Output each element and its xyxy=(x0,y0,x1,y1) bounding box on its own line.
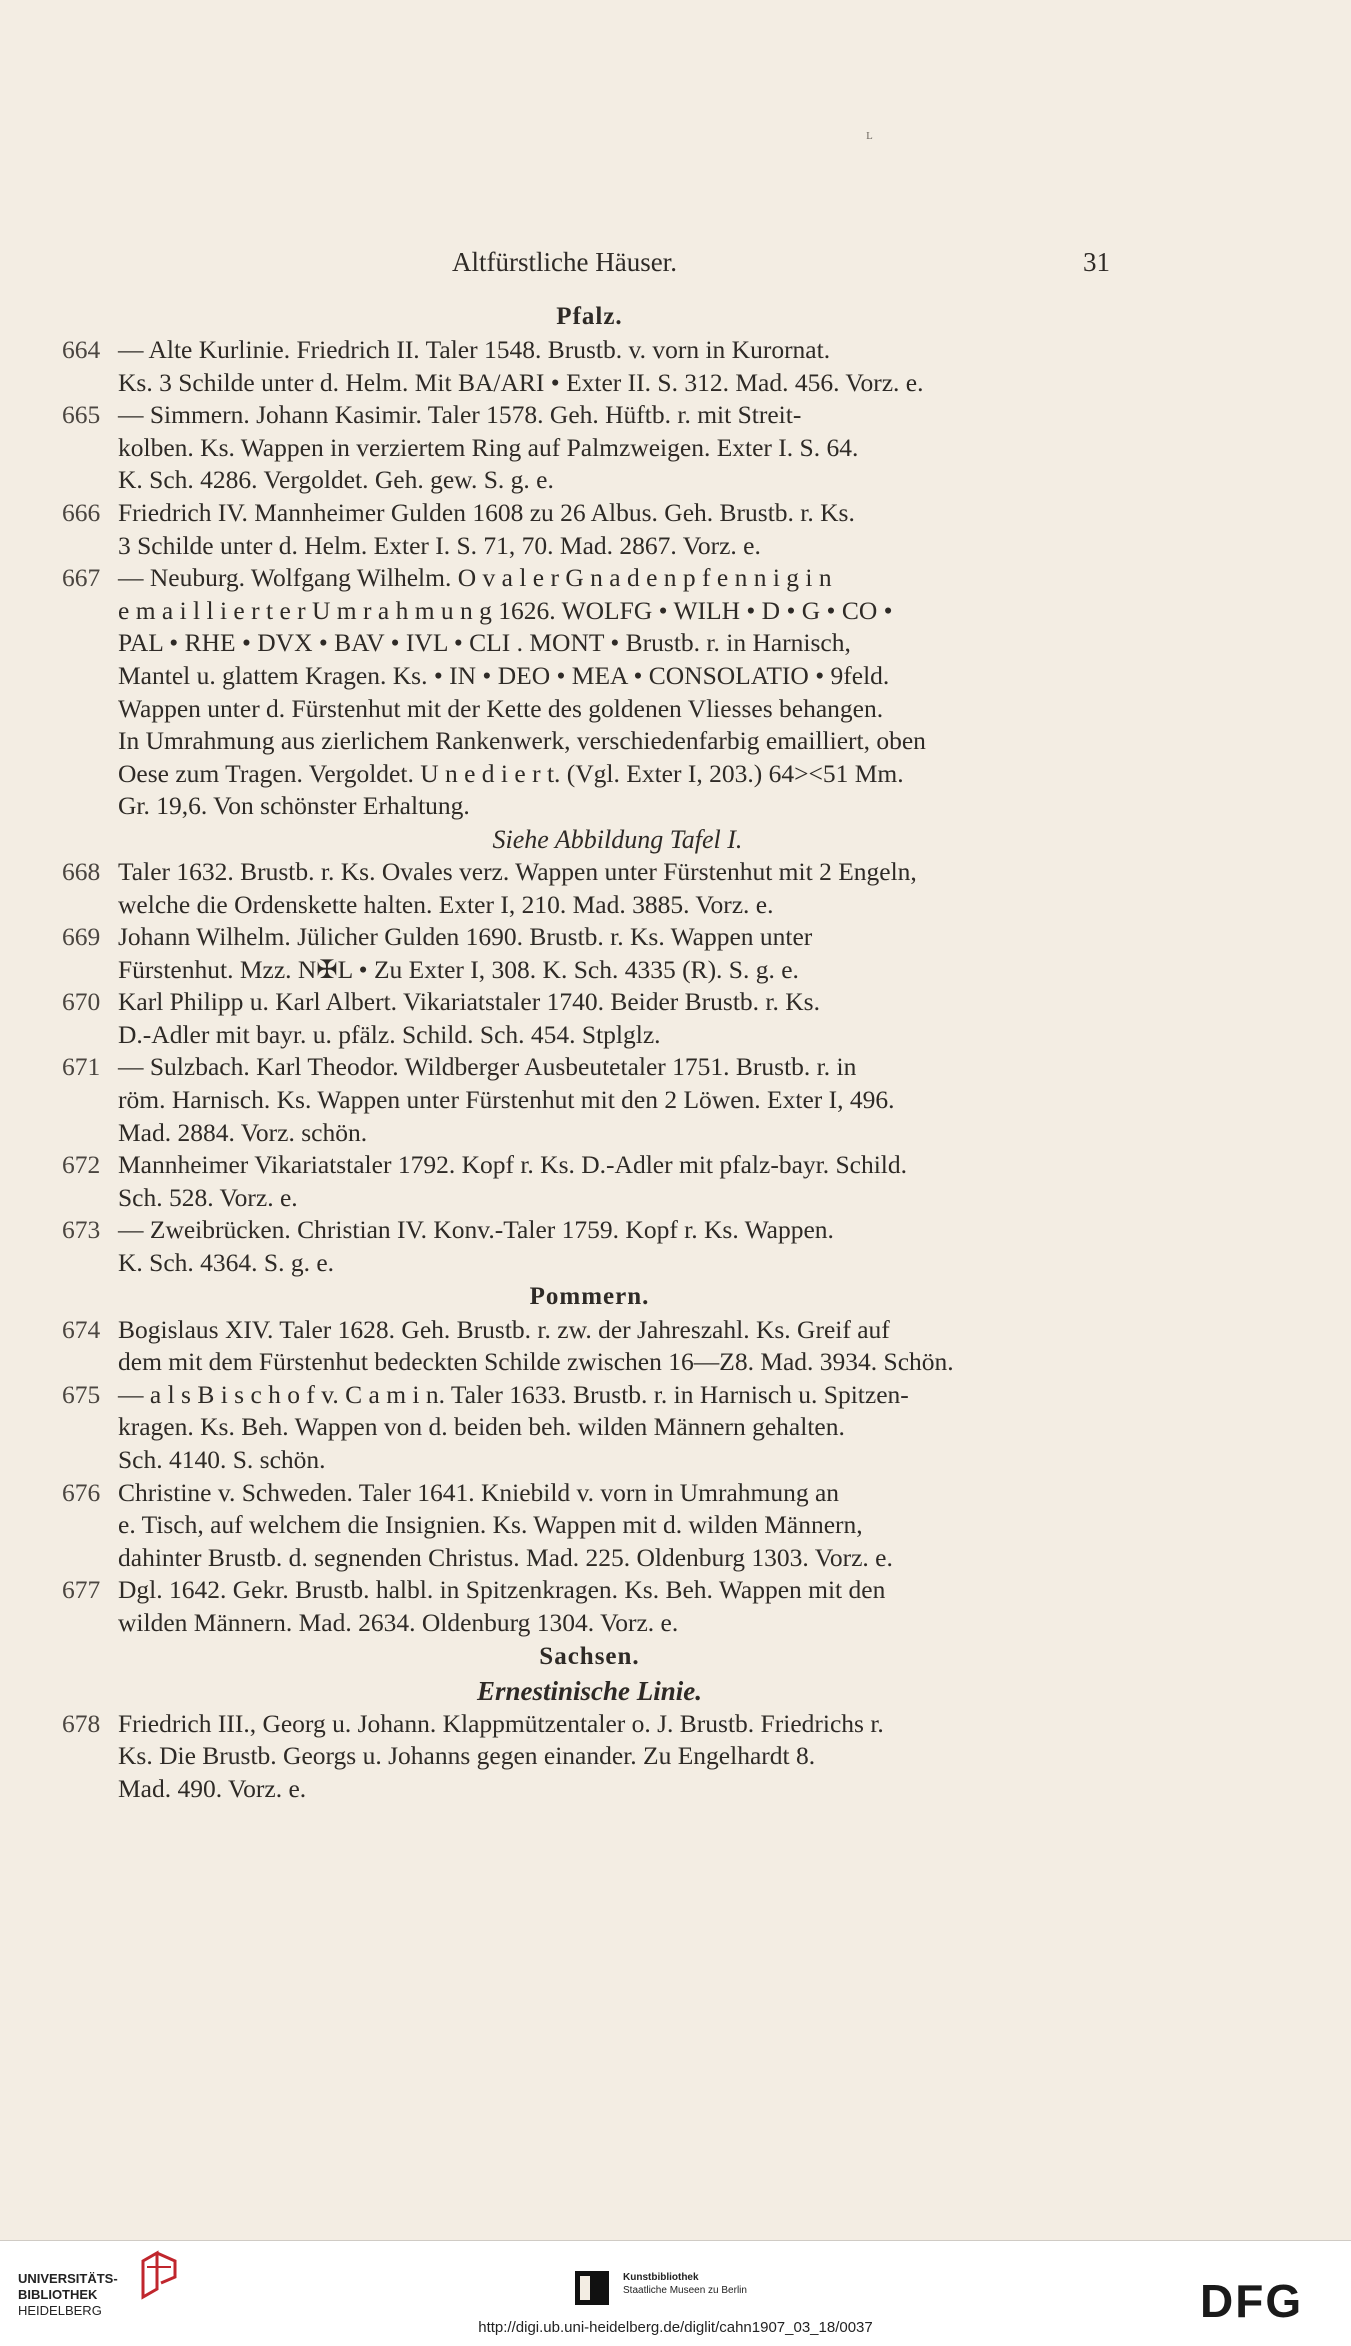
entry-line: D.-Adler mit bayr. u. pfälz. Schild. Sch. 454. Stplglz. xyxy=(118,1019,661,1049)
entry-672 xyxy=(62,1149,1117,1214)
entry-number: 678 xyxy=(62,1708,101,1738)
entry-text xyxy=(118,334,1117,399)
entry-number: 672 xyxy=(62,1150,101,1180)
entry-line: Sch. 528. Vorz. e. xyxy=(118,1182,298,1212)
entry-670 xyxy=(62,986,1117,1051)
entry-line: Oese zum Tragen. Vergoldet. U n e d i e r t. (Vgl. Exter I, 203.) 64><51 Mm. xyxy=(118,758,904,788)
permalink-url[interactable]: http://digi.ub.uni-heidelberg.de/diglit/cahn1907_03_18/0037 xyxy=(478,2319,873,2336)
entry-674 xyxy=(62,1314,1117,1379)
entry-line: Friedrich IV. Mannheimer Gulden 1608 zu 26 Albus. Geh. Brustb. r. Ks. xyxy=(118,497,855,527)
entry-line: kolben. Ks. Wappen in verziertem Ring auf Palmzweigen. Exter I. S. 64. xyxy=(118,432,859,462)
entry-line: K. Sch. 4364. S. g. e. xyxy=(118,1248,335,1278)
entry-text xyxy=(118,562,1117,823)
entry-number: 677 xyxy=(62,1575,101,1605)
entry-text xyxy=(118,399,1117,497)
entry-line: welche die Ordenskette halten. Exter I, 210. Mad. 3885. Vorz. e. xyxy=(118,889,774,919)
entry-number: 670 xyxy=(62,987,101,1017)
entry-line: Mannheimer Vikariatstaler 1792. Kopf r. Ks. D.-Adler mit pfalz-bayr. Schild. xyxy=(118,1150,908,1180)
entry-line: Mad. 490. Vorz. e. xyxy=(118,1773,307,1803)
entry-number: 673 xyxy=(62,1215,101,1245)
running-head xyxy=(0,247,1351,287)
entry-text xyxy=(118,497,1117,562)
entry-text xyxy=(118,1314,1117,1379)
library-name-line: HEIDELBERG xyxy=(18,2303,102,2318)
entry-number: 665 xyxy=(62,400,101,430)
entry-text xyxy=(118,856,1117,921)
entry-678 xyxy=(62,1708,1117,1806)
entry-text xyxy=(118,1477,1117,1575)
entry-line: In Umrahmung aus zierlichem Rankenwerk, verschiedenfarbig emailliert, oben xyxy=(118,726,926,756)
entry-line: Mantel u. glattem Kragen. Ks. • IN • DEO • MEA • CONSOLATIO • 9feld. xyxy=(118,660,890,690)
entry-line: K. Sch. 4286. Vergoldet. Geh. gew. S. g. e. xyxy=(118,465,554,495)
entry-line: e. Tisch, auf welchem die Insignien. Ks. Wappen mit d. wilden Männern, xyxy=(118,1510,863,1540)
entry-number: 674 xyxy=(62,1314,101,1344)
entry-number: 676 xyxy=(62,1477,101,1507)
entry-number: 671 xyxy=(62,1052,101,1082)
entry-line: dahinter Brustb. d. segnenden Christus. Mad. 225. Oldenburg 1303. Vorz. e. xyxy=(118,1542,893,1572)
dfg-logo-icon[interactable] xyxy=(1200,2277,1335,2325)
figure-reference: Siehe Abbildung Tafel I. xyxy=(492,824,743,854)
section-title-pfalz: Pfalz. xyxy=(556,303,623,330)
subsection-title-ernestinische: Ernestinische Linie. xyxy=(476,1675,703,1706)
entry-line: kragen. Ks. Beh. Wappen von d. beiden beh. wilden Männern gehalten. xyxy=(118,1412,845,1442)
kunstbibliothek-line: Staatliche Museen zu Berlin xyxy=(623,2285,747,2296)
entry-line: PAL • RHE • DVX • BAV • IVL • CLI . MONT • Brustb. r. in Harnisch, xyxy=(118,628,851,658)
entry-667 xyxy=(62,562,1117,823)
entry-text xyxy=(118,1214,1117,1279)
entry-text xyxy=(118,986,1117,1051)
library-name-line: UNIVERSITÄTS- xyxy=(18,2271,118,2286)
entry-line: — Sulzbach. Karl Theodor. Wildberger Ausbeutetaler 1751. Brustb. r. in xyxy=(118,1052,857,1082)
entry-number: 667 xyxy=(62,563,101,593)
entry-671 xyxy=(62,1051,1117,1149)
entry-676 xyxy=(62,1477,1117,1575)
entry-text xyxy=(118,1708,1117,1806)
entry-line: Gr. 19,6. Von schönster Erhaltung. xyxy=(118,791,470,821)
entry-line: e m a i l l i e r t e r U m r a h m u n g 1626. WOLFG • WILH • D • G • CO • xyxy=(118,595,893,625)
section-title-sachsen: Sachsen. xyxy=(539,1642,640,1670)
entry-675 xyxy=(62,1379,1117,1477)
library-emblem-icon xyxy=(135,2247,185,2303)
entry-text xyxy=(118,1379,1117,1477)
entry-664 xyxy=(62,334,1117,399)
entry-line: Fürstenhut. Mzz. N✠L • Zu Exter I, 308. K. Sch. 4335 (R). S. g. e. xyxy=(118,954,799,984)
entry-669 xyxy=(62,921,1117,986)
entry-line: Christine v. Schweden. Taler 1641. Kniebild v. vorn in Umrahmung an xyxy=(118,1477,840,1507)
entry-line: Dgl. 1642. Gekr. Brustb. halbl. in Spitzenkragen. Ks. Beh. Wappen mit den xyxy=(118,1575,886,1605)
entry-line: Friedrich III., Georg u. Johann. Klappmützentaler o. J. Brustb. Friedrichs r. xyxy=(118,1708,884,1738)
entry-line: Wappen unter d. Fürstenhut mit der Kette des goldenen Vliesses behangen. xyxy=(118,693,884,723)
entry-line: — a l s B i s c h o f v. C a m i n. Taler 1633. Brustb. r. in Harnisch u. Spitzen- xyxy=(118,1379,909,1409)
entry-677 xyxy=(62,1574,1117,1639)
kunstbibliothek-logo[interactable] xyxy=(575,2271,795,2311)
entry-number: 666 xyxy=(62,497,101,527)
library-name-line: BIBLIOTHEK xyxy=(18,2287,98,2302)
entry-line: Sch. 4140. S. schön. xyxy=(118,1445,326,1474)
entry-668 xyxy=(62,856,1117,921)
entry-673 xyxy=(62,1214,1117,1279)
entry-text xyxy=(118,1574,1117,1639)
entry-line: Taler 1632. Brustb. r. Ks. Ovales verz. Wappen unter Fürstenhut mit 2 Engeln, xyxy=(118,856,917,886)
kunstbibliothek-emblem-icon xyxy=(575,2271,609,2305)
entry-line: dem mit dem Fürstenhut bedeckten Schilde zwischen 16—Z8. Mad. 3934. Schön. xyxy=(118,1347,954,1377)
entry-line: Mad. 2884. Vorz. schön. xyxy=(118,1117,368,1147)
entry-text xyxy=(118,1149,1117,1214)
entry-number: 664 xyxy=(62,335,101,364)
entry-line: Bogislaus XIV. Taler 1628. Geh. Brustb. r. zw. der Jahreszahl. Ks. Greif auf xyxy=(118,1314,890,1344)
entry-line: wilden Männern. Mad. 2634. Oldenburg 1304. Vorz. e. xyxy=(118,1607,679,1637)
section-title-pommern: Pommern. xyxy=(529,1282,650,1310)
entry-line: — Alte Kurlinie. Friedrich II. Taler 1548. Brustb. v. vorn in Kurornat. xyxy=(118,335,831,364)
entry-line: — Neuburg. Wolfgang Wilhelm. O v a l e r G n a d e n p f e n n i g i n xyxy=(118,563,832,593)
entry-line: 3 Schilde unter d. Helm. Exter I. S. 71, 70. Mad. 2867. Vorz. e. xyxy=(118,530,761,560)
kunstbibliothek-line: Kunstbibliothek xyxy=(623,2272,699,2283)
entry-number: 675 xyxy=(62,1379,101,1409)
entry-line: Ks. 3 Schilde unter d. Helm. Mit BA/ARI • Exter II. S. 312. Mad. 456. Vorz. e. xyxy=(118,367,924,397)
entry-line: Karl Philipp u. Karl Albert. Vikariatstaler 1740. Beider Brustb. r. Ks. xyxy=(118,987,820,1017)
kunstbibliothek-name xyxy=(623,2271,747,2297)
dfg-logo-text: DFG xyxy=(1200,2277,1304,2325)
entry-665 xyxy=(62,399,1117,497)
entry-number: 668 xyxy=(62,856,101,886)
page-number: 31 xyxy=(1083,247,1110,277)
entry-line: — Simmern. Johann Kasimir. Taler 1578. Geh. Hüftb. r. mit Streit- xyxy=(118,400,802,430)
catalog-content xyxy=(62,300,1117,1805)
entry-text xyxy=(118,1051,1117,1149)
entry-line: Ks. Die Brustb. Georgs u. Johanns gegen einander. Zu Engelhardt 8. xyxy=(118,1741,816,1771)
pencil-mark-icon: ᴸ xyxy=(866,128,873,148)
entry-line: — Zweibrücken. Christian IV. Konv.-Taler 1759. Kopf r. Ks. Wappen. xyxy=(118,1215,834,1245)
entry-line: Johann Wilhelm. Jülicher Gulden 1690. Brustb. r. Ks. Wappen unter xyxy=(118,922,813,952)
entry-666 xyxy=(62,497,1117,562)
entry-number: 669 xyxy=(62,922,101,952)
page-header-title: Altfürstliche Häuser. xyxy=(452,247,677,277)
entry-text xyxy=(118,921,1117,986)
entry-line: röm. Harnisch. Ks. Wappen unter Fürstenhut mit den 2 Löwen. Exter I, 496. xyxy=(118,1085,895,1115)
digitization-footer xyxy=(0,2240,1351,2346)
